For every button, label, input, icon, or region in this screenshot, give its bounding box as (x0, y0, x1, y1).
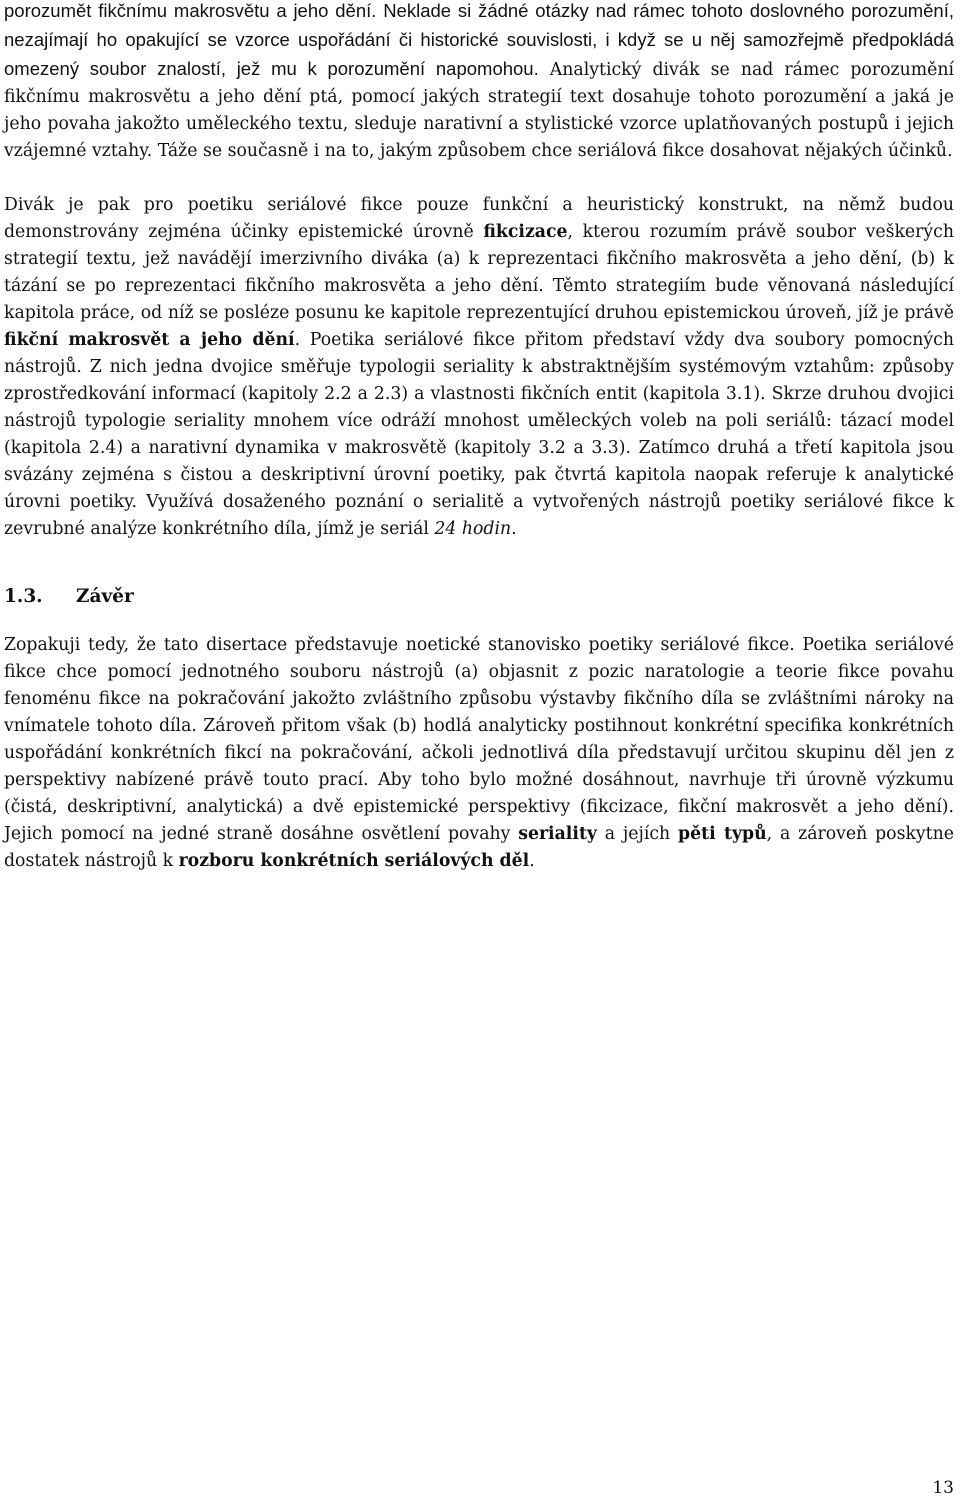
paragraph-2-text: , kterou rozumím právě soubor veškerých strategií textu, jež navádějí imerzivního diváka (a) k reprezentaci fikčního makrosvěta a jeho dění, (b) k tázání se po reprezentaci fikčního makrosvěta a jeho dění. Těmto strategiím bude věnovaná následující kapitola práce, od níž se posléze posunu ke kapitole reprezentující druhou epistemickou úroveň, jíž je právě (4, 222, 954, 323)
paragraph-1-serif-run: Analytický divák se nad rámec porozumění fikčnímu makrosvětu a jeho dění ptá, pomocí jakých strategií text dosahuje tohoto porozumění a jaká je jeho povaha jakožto uměleckého textu, sleduje narativní a stylistické vzorce uplatňovaných postupů i jejich vzájemné vztahy. Táže se současně i na to, jakým způsobem chce seriálová fikce dosahovat nějakých účinků. (4, 60, 954, 161)
paragraph-3-text: Zopakuji tedy, že tato disertace představuje noetické stanovisko poetiky seriálové fikce. Poetika seriálové fikce chce pomocí jednotného souboru nástrojů (a) objasnit z pozic naratologie a teorie fikce povahu fenoménu fikce na pokračování jakožto zvláštního způsobu výstavby fikčního díla se zvláštními nároky na vnímatele tohoto díla. Zároveň přitom však (b) hodlá analyticky postihnout konkrétní specifika konkrétních uspořádání konkrétních fikcí na pokračování, ačkoli jednotlivá díla představují určitou skupinu děl jen z perspektivy nabízené právě touto prací. Aby toho bylo možné dosáhnout, navrhuje tři úrovně výzkumu (čistá, deskriptivní, analytická) a dvě epistemické perspektivy (fikcizace, fikční makrosvět a jeho dění). Jejich pomocí na jedné straně dosáhne osvětlení povahy (4, 635, 954, 844)
term-fikcizace: fikcizace (483, 222, 568, 242)
section-number: 1.3. (4, 586, 43, 607)
paragraph-3-text: a jejích (596, 824, 679, 844)
term-seriality: seriality (518, 824, 597, 844)
paragraph-fikcizace (4, 192, 954, 543)
paragraph-3-text: , a zároveň poskytne dostatek nástrojů k (4, 824, 954, 871)
paragraph-2-text: Divák je pak pro poetiku seriálové fikce pouze funkční a heuristický konstrukt, na němž budou demonstrovány zejména účinky epistemické úrovně (4, 195, 954, 242)
paragraph-conclusion (4, 632, 954, 875)
term-five-types: pěti typů (678, 824, 767, 844)
page-number: 13 (932, 1478, 954, 1498)
paragraph-2-text: . Poetika seriálové fikce přitom představí vždy dva soubory pomocných nástrojů. Z nich jedna dvojice směřuje typologii seriality k abstraktnějším systémovým vztahům: způsoby zprostředkování informací (kapitoly 2.2 a 2.3) a vlastnosti fikčních entit (kapitola 3.1). Skrze druhou dvojici nástrojů typologie seriality mnohem více odráží mnohost uměleckých voleb na poli seriálů: tázací model (kapitola 2.4) a narativní dynamika v makrosvětě (kapitoly 3.2 a 3.3). Zatímco druhá a třetí kapitola jsou svázány zejména s čistou a deskriptivní úrovní poetiky, pak čtvrtá kapitola naopak referuje k analytické úrovni poetiky. Využívá dosaženého poznání o serialitě a vytvořených nástrojů poetiky seriálové fikce k zevrubné analýze konkrétního díla, jímž je seriál (4, 330, 954, 539)
section-title: Závěr (76, 586, 134, 607)
document-page (4, 0, 954, 875)
paragraph-reader-types (4, 0, 954, 165)
section-heading (4, 570, 954, 624)
paragraph-1-sans-run: porozumět fikčnímu makrosvětu a jeho dění. Neklade si žádné otázky nad rámec tohoto doslovného porozumění, nezajímají ho opakující se vzorce uspořádání či historické souvislosti, i když se u něj samozřejmě předpokládá omezený soubor znalostí, jež mu k porozumění napomohou. (4, 0, 954, 79)
term-fikcni-makrosvet: fikční makrosvět a jeho dění (4, 330, 295, 350)
series-title: 24 hodin (434, 519, 512, 539)
term-analysis-of-works: rozboru konkrétních seriálových děl (178, 851, 530, 871)
paragraph-2-text: . (511, 519, 517, 539)
paragraph-3-text: . (529, 851, 535, 871)
